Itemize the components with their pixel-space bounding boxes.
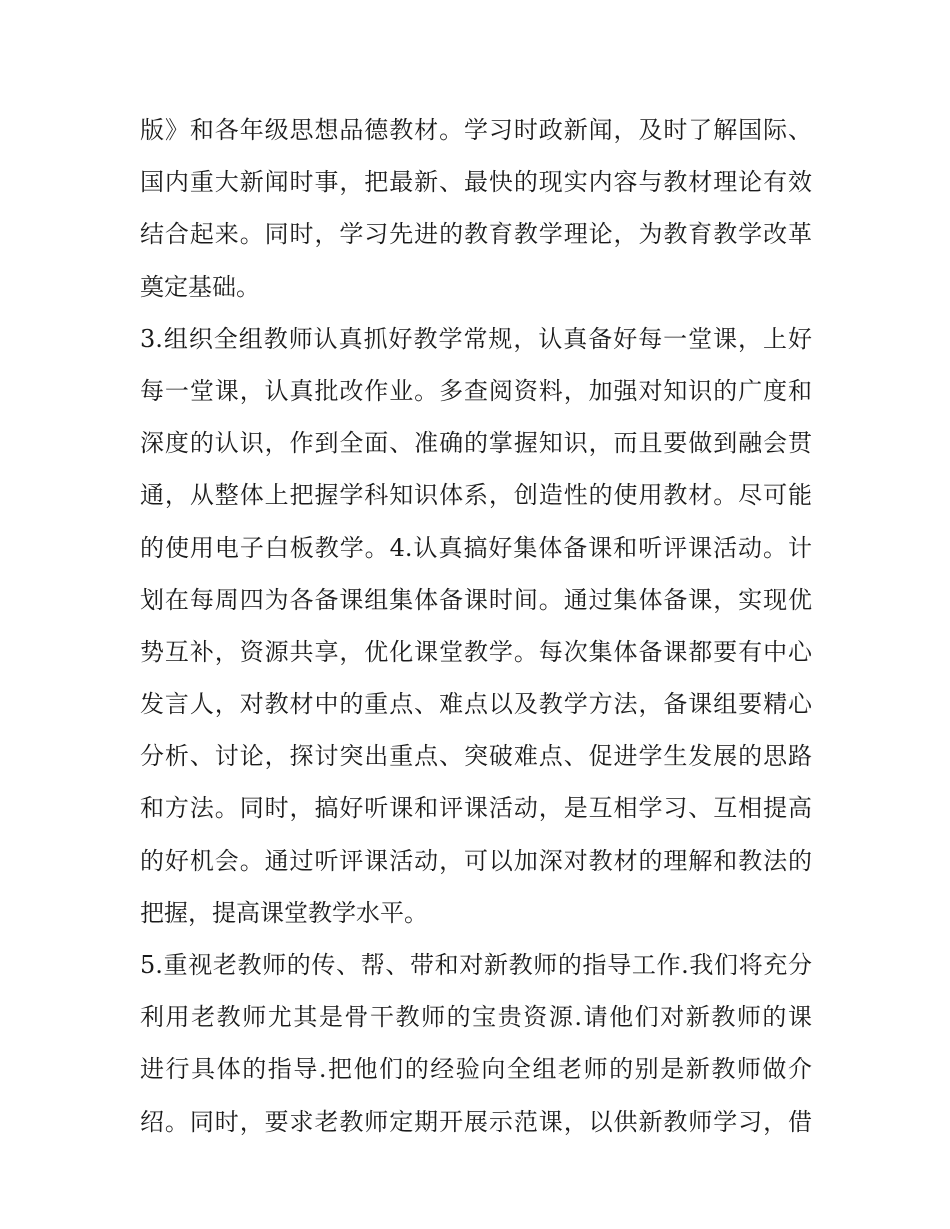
text-line: 深度的认识，作到全面、准确的掌握知识，而且要做到融会贯 [140, 429, 812, 458]
text-line: 进行具体的指导.把他们的经验向全组老师的别是新教师做介 [140, 1055, 812, 1084]
text-line: 利用老教师尤其是骨干教师的宝贵资源.请他们对新教师的课 [140, 1003, 812, 1032]
text-line: 奠定基础。 [140, 272, 260, 301]
text-line: 3.组织全组教师认真抓好教学常规，认真备好每一堂课，上好 [140, 324, 812, 353]
text-line: 把握，提高课堂教学水平。 [140, 898, 428, 927]
text-line: 的好机会。通过听评课活动，可以加深对教材的理解和教法的 [140, 846, 812, 875]
text-line: 国内重大新闻时事，把最新、最快的现实内容与教材理论有效 [140, 168, 812, 197]
body-text [140, 104, 812, 1148]
text-line: 版》和各年级思想品德教材。学习时政新闻，及时了解国际、 [140, 116, 812, 144]
text-line: 结合起来。同时，学习先进的教育教学理论，为教育教学改革 [140, 220, 812, 249]
text-line: 通，从整体上把握学科知识体系，创造性的使用教材。尽可能 [140, 481, 812, 510]
text-line: 5.重视老教师的传、帮、带和对新教师的指导工作.我们将充分 [140, 951, 812, 979]
text-line: 发言人，对教材中的重点、难点以及教学方法，备课组要精心 [140, 690, 812, 719]
text-line: 划在每周四为各备课组集体备课时间。通过集体备课，实现优 [140, 585, 812, 614]
text-line: 势互补，资源共享，优化课堂教学。每次集体备课都要有中心 [140, 637, 812, 666]
text-line: 每一堂课，认真批改作业。多查阅资料，加强对知识的广度和 [140, 376, 812, 405]
text-line: 绍。同时，要求老教师定期开展示范课，以供新教师学习，借 [140, 1107, 812, 1136]
text-line: 和方法。同时，搞好听课和评课活动，是互相学习、互相提高 [140, 794, 812, 823]
text-line: 分析、讨论，探讨突出重点、突破难点、促进学生发展的思路 [140, 742, 812, 771]
text-line: 的使用电子白板教学。4.认真搞好集体备课和听评课活动。计 [140, 533, 812, 562]
